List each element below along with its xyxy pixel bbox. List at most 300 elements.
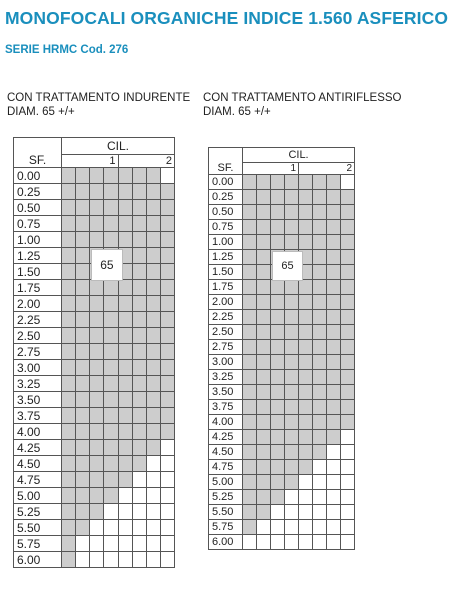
unavailable-cell xyxy=(160,456,174,472)
sphere-value: 4.75 xyxy=(14,472,62,488)
unavailable-cell xyxy=(257,535,271,550)
unavailable-cell xyxy=(285,505,299,520)
available-cell xyxy=(76,280,90,296)
available-cell xyxy=(243,460,257,475)
available-cell xyxy=(313,385,327,400)
available-cell xyxy=(341,355,355,370)
available-cell xyxy=(257,460,271,475)
available-cell xyxy=(313,295,327,310)
table-row xyxy=(209,280,355,295)
available-cell xyxy=(341,235,355,250)
available-cell xyxy=(62,536,76,552)
available-cell xyxy=(90,456,104,472)
available-cell xyxy=(118,392,132,408)
available-cell xyxy=(341,220,355,235)
available-cell xyxy=(285,370,299,385)
available-cell xyxy=(271,355,285,370)
available-cell xyxy=(243,520,257,535)
table-row xyxy=(14,472,175,488)
available-cell xyxy=(257,235,271,250)
available-cell xyxy=(285,205,299,220)
cil-mark-2: 2 xyxy=(299,163,355,175)
sphere-value: 4.00 xyxy=(14,424,62,440)
available-cell xyxy=(90,504,104,520)
availability-grid-antiriflesso xyxy=(208,147,355,550)
available-cell xyxy=(62,360,76,376)
table-2-caption xyxy=(203,91,402,119)
table-row xyxy=(209,475,355,490)
sphere-value: 6.00 xyxy=(14,552,62,568)
diameter-badge-indurente: 65 xyxy=(91,249,122,281)
table-2-caption-treatment: CON TRATTAMENTO ANTIRIFLESSO xyxy=(203,92,402,104)
available-cell xyxy=(160,264,174,280)
available-cell xyxy=(146,264,160,280)
sphere-value: 2.75 xyxy=(14,344,62,360)
sphere-value: 3.50 xyxy=(209,385,243,400)
available-cell xyxy=(271,235,285,250)
table-row xyxy=(14,200,175,216)
available-cell xyxy=(341,265,355,280)
available-cell xyxy=(90,344,104,360)
sphere-value: 1.75 xyxy=(209,280,243,295)
sphere-value: 0.00 xyxy=(14,168,62,184)
unavailable-cell xyxy=(243,535,257,550)
available-cell xyxy=(118,328,132,344)
available-cell xyxy=(132,344,146,360)
available-cell xyxy=(285,280,299,295)
available-cell xyxy=(299,385,313,400)
available-cell xyxy=(257,370,271,385)
table-row xyxy=(14,344,175,360)
unavailable-cell xyxy=(160,552,174,568)
available-cell xyxy=(62,552,76,568)
available-cell xyxy=(327,370,341,385)
unavailable-cell xyxy=(299,535,313,550)
unavailable-cell xyxy=(257,520,271,535)
available-cell xyxy=(146,296,160,312)
table-row xyxy=(209,340,355,355)
table-row xyxy=(209,310,355,325)
available-cell xyxy=(90,376,104,392)
available-cell xyxy=(313,370,327,385)
available-cell xyxy=(257,505,271,520)
available-cell xyxy=(90,328,104,344)
available-cell xyxy=(104,440,118,456)
table-row xyxy=(209,490,355,505)
unavailable-cell xyxy=(327,535,341,550)
sphere-value: 5.25 xyxy=(14,504,62,520)
available-cell xyxy=(90,392,104,408)
available-cell xyxy=(146,408,160,424)
table-row xyxy=(209,430,355,445)
available-cell xyxy=(313,325,327,340)
available-cell xyxy=(313,280,327,295)
available-cell xyxy=(285,400,299,415)
available-cell xyxy=(146,280,160,296)
available-cell xyxy=(118,184,132,200)
table-row xyxy=(209,445,355,460)
unavailable-cell xyxy=(118,488,132,504)
available-cell xyxy=(271,400,285,415)
unavailable-cell xyxy=(118,520,132,536)
available-cell xyxy=(299,400,313,415)
page-title: MONOFOCALI ORGANICHE INDICE 1.560 ASFERICO xyxy=(5,8,449,28)
unavailable-cell xyxy=(313,475,327,490)
available-cell xyxy=(341,370,355,385)
available-cell xyxy=(257,205,271,220)
sf-header: SF. xyxy=(209,148,243,175)
unavailable-cell xyxy=(299,490,313,505)
available-cell xyxy=(313,190,327,205)
available-cell xyxy=(90,360,104,376)
available-cell xyxy=(104,392,118,408)
table-row xyxy=(209,190,355,205)
sphere-value: 4.00 xyxy=(209,415,243,430)
table-row xyxy=(14,552,175,568)
unavailable-cell xyxy=(90,536,104,552)
available-cell xyxy=(271,385,285,400)
table-row xyxy=(14,408,175,424)
available-cell xyxy=(90,168,104,184)
available-cell xyxy=(132,376,146,392)
unavailable-cell xyxy=(327,460,341,475)
available-cell xyxy=(257,310,271,325)
available-cell xyxy=(90,440,104,456)
table-1-caption-treatment: CON TRATTAMENTO INDURENTE xyxy=(7,92,191,104)
available-cell xyxy=(243,250,257,265)
unavailable-cell xyxy=(341,490,355,505)
unavailable-cell xyxy=(327,475,341,490)
sphere-value: 5.75 xyxy=(14,536,62,552)
sf-header: SF. xyxy=(14,138,62,168)
available-cell xyxy=(76,360,90,376)
available-cell xyxy=(341,295,355,310)
available-cell xyxy=(62,280,76,296)
available-cell xyxy=(62,184,76,200)
available-cell xyxy=(285,295,299,310)
available-cell xyxy=(62,456,76,472)
sphere-value: 3.25 xyxy=(14,376,62,392)
available-cell xyxy=(76,232,90,248)
unavailable-cell xyxy=(313,490,327,505)
available-cell xyxy=(327,355,341,370)
available-cell xyxy=(341,250,355,265)
available-cell xyxy=(341,325,355,340)
available-cell xyxy=(271,220,285,235)
available-cell xyxy=(257,280,271,295)
available-cell xyxy=(62,216,76,232)
available-cell xyxy=(285,190,299,205)
sphere-value: 2.00 xyxy=(209,295,243,310)
available-cell xyxy=(160,280,174,296)
unavailable-cell xyxy=(90,552,104,568)
sphere-value: 0.75 xyxy=(14,216,62,232)
available-cell xyxy=(271,475,285,490)
unavailable-cell xyxy=(160,472,174,488)
available-cell xyxy=(327,265,341,280)
available-cell xyxy=(243,295,257,310)
available-cell xyxy=(76,520,90,536)
table-row xyxy=(209,355,355,370)
available-cell xyxy=(257,325,271,340)
available-cell xyxy=(257,190,271,205)
available-cell xyxy=(327,310,341,325)
available-cell xyxy=(299,175,313,190)
available-cell xyxy=(146,344,160,360)
available-cell xyxy=(243,325,257,340)
sphere-value: 5.00 xyxy=(209,475,243,490)
available-cell xyxy=(104,456,118,472)
table-row xyxy=(209,370,355,385)
available-cell xyxy=(104,168,118,184)
available-cell xyxy=(104,488,118,504)
available-cell xyxy=(146,392,160,408)
available-cell xyxy=(146,312,160,328)
table-row xyxy=(14,536,175,552)
available-cell xyxy=(299,355,313,370)
available-cell xyxy=(257,400,271,415)
available-cell xyxy=(146,424,160,440)
table-row xyxy=(14,520,175,536)
sphere-value: 3.00 xyxy=(14,360,62,376)
unavailable-cell xyxy=(341,505,355,520)
available-cell xyxy=(243,475,257,490)
sphere-value: 5.75 xyxy=(209,520,243,535)
table-row xyxy=(209,235,355,250)
available-cell xyxy=(160,248,174,264)
sphere-value: 4.50 xyxy=(14,456,62,472)
sphere-value: 0.50 xyxy=(209,205,243,220)
sphere-value: 3.50 xyxy=(14,392,62,408)
sphere-value: 5.00 xyxy=(14,488,62,504)
unavailable-cell xyxy=(271,535,285,550)
unavailable-cell xyxy=(327,445,341,460)
available-cell xyxy=(327,250,341,265)
sphere-value: 1.25 xyxy=(14,248,62,264)
series-subtitle: SERIE HRMC Cod. 276 xyxy=(5,44,129,56)
available-cell xyxy=(118,472,132,488)
available-cell xyxy=(299,295,313,310)
sphere-value: 1.25 xyxy=(209,250,243,265)
table-row xyxy=(209,520,355,535)
available-cell xyxy=(313,355,327,370)
available-cell xyxy=(271,460,285,475)
unavailable-cell xyxy=(160,440,174,456)
available-cell xyxy=(118,200,132,216)
sphere-value: 4.50 xyxy=(209,445,243,460)
available-cell xyxy=(243,400,257,415)
available-cell xyxy=(132,424,146,440)
available-cell xyxy=(160,392,174,408)
available-cell xyxy=(146,200,160,216)
available-cell xyxy=(299,235,313,250)
sphere-value: 0.50 xyxy=(14,200,62,216)
available-cell xyxy=(104,296,118,312)
available-cell xyxy=(243,265,257,280)
available-cell xyxy=(257,385,271,400)
availability-grid-indurente xyxy=(13,137,175,568)
available-cell xyxy=(327,235,341,250)
available-cell xyxy=(285,445,299,460)
available-cell xyxy=(118,424,132,440)
available-cell xyxy=(285,460,299,475)
available-cell xyxy=(257,355,271,370)
available-cell xyxy=(271,325,285,340)
available-cell xyxy=(62,472,76,488)
available-cell xyxy=(257,175,271,190)
available-cell xyxy=(132,328,146,344)
sphere-value: 5.25 xyxy=(209,490,243,505)
cil-mark-1: 1 xyxy=(62,155,119,168)
available-cell xyxy=(271,490,285,505)
unavailable-cell xyxy=(132,552,146,568)
table-row xyxy=(209,505,355,520)
available-cell xyxy=(313,430,327,445)
available-cell xyxy=(132,280,146,296)
unavailable-cell xyxy=(341,460,355,475)
table-row xyxy=(14,232,175,248)
unavailable-cell xyxy=(90,520,104,536)
sphere-value: 2.75 xyxy=(209,340,243,355)
available-cell xyxy=(285,310,299,325)
available-cell xyxy=(327,280,341,295)
available-cell xyxy=(62,264,76,280)
available-cell xyxy=(299,190,313,205)
available-cell xyxy=(299,310,313,325)
available-cell xyxy=(76,424,90,440)
available-cell xyxy=(243,370,257,385)
available-cell xyxy=(146,184,160,200)
table-row xyxy=(14,392,175,408)
available-cell xyxy=(90,424,104,440)
available-cell xyxy=(90,408,104,424)
table-row xyxy=(14,184,175,200)
available-cell xyxy=(146,440,160,456)
available-cell xyxy=(118,360,132,376)
unavailable-cell xyxy=(285,535,299,550)
available-cell xyxy=(90,232,104,248)
available-cell xyxy=(341,190,355,205)
available-cell xyxy=(62,440,76,456)
sphere-value: 3.75 xyxy=(14,408,62,424)
available-cell xyxy=(104,312,118,328)
available-cell xyxy=(160,296,174,312)
unavailable-cell xyxy=(285,520,299,535)
available-cell xyxy=(90,312,104,328)
available-cell xyxy=(76,376,90,392)
available-cell xyxy=(160,200,174,216)
available-cell xyxy=(104,232,118,248)
available-cell xyxy=(285,475,299,490)
available-cell xyxy=(341,415,355,430)
available-cell xyxy=(62,344,76,360)
available-cell xyxy=(313,415,327,430)
unavailable-cell xyxy=(104,520,118,536)
sphere-value: 3.25 xyxy=(209,370,243,385)
available-cell xyxy=(271,370,285,385)
sphere-value: 5.50 xyxy=(209,505,243,520)
available-cell xyxy=(341,280,355,295)
unavailable-cell xyxy=(104,504,118,520)
available-cell xyxy=(132,392,146,408)
available-cell xyxy=(76,504,90,520)
cil-mark-2: 2 xyxy=(118,155,175,168)
available-cell xyxy=(341,340,355,355)
available-cell xyxy=(62,520,76,536)
available-cell xyxy=(62,200,76,216)
available-cell xyxy=(118,440,132,456)
unavailable-cell xyxy=(146,488,160,504)
available-cell xyxy=(327,175,341,190)
unavailable-cell xyxy=(299,505,313,520)
unavailable-cell xyxy=(313,460,327,475)
available-cell xyxy=(327,190,341,205)
available-cell xyxy=(90,472,104,488)
available-cell xyxy=(160,312,174,328)
available-cell xyxy=(243,190,257,205)
available-cell xyxy=(257,220,271,235)
unavailable-cell xyxy=(132,488,146,504)
unavailable-cell xyxy=(313,520,327,535)
available-cell xyxy=(76,168,90,184)
available-cell xyxy=(243,445,257,460)
available-cell xyxy=(118,456,132,472)
available-cell xyxy=(299,280,313,295)
available-cell xyxy=(313,265,327,280)
available-cell xyxy=(243,415,257,430)
available-cell xyxy=(146,376,160,392)
available-cell xyxy=(243,505,257,520)
sphere-value: 1.75 xyxy=(14,280,62,296)
cil-header: CIL. xyxy=(62,138,175,155)
available-cell xyxy=(271,295,285,310)
available-cell xyxy=(257,430,271,445)
available-cell xyxy=(271,310,285,325)
available-cell xyxy=(285,325,299,340)
available-cell xyxy=(271,430,285,445)
cil-header: CIL. xyxy=(243,148,355,163)
available-cell xyxy=(299,325,313,340)
unavailable-cell xyxy=(271,505,285,520)
table-row xyxy=(14,280,175,296)
sphere-value: 1.50 xyxy=(14,264,62,280)
unavailable-cell xyxy=(341,520,355,535)
unavailable-cell xyxy=(299,520,313,535)
available-cell xyxy=(313,235,327,250)
unavailable-cell xyxy=(160,168,174,184)
table-row xyxy=(14,328,175,344)
available-cell xyxy=(62,312,76,328)
available-cell xyxy=(104,280,118,296)
available-cell xyxy=(76,488,90,504)
available-cell xyxy=(90,200,104,216)
sphere-value: 0.00 xyxy=(209,175,243,190)
sphere-value: 2.50 xyxy=(209,325,243,340)
available-cell xyxy=(313,310,327,325)
available-cell xyxy=(132,312,146,328)
available-cell xyxy=(76,328,90,344)
table-row xyxy=(209,205,355,220)
unavailable-cell xyxy=(327,505,341,520)
available-cell xyxy=(90,488,104,504)
available-cell xyxy=(62,392,76,408)
available-cell xyxy=(243,430,257,445)
table-1-caption-diameter: DIAM. 65 +/+ xyxy=(7,106,75,118)
available-cell xyxy=(118,408,132,424)
sphere-value: 1.00 xyxy=(209,235,243,250)
sphere-value: 2.25 xyxy=(14,312,62,328)
available-cell xyxy=(90,296,104,312)
